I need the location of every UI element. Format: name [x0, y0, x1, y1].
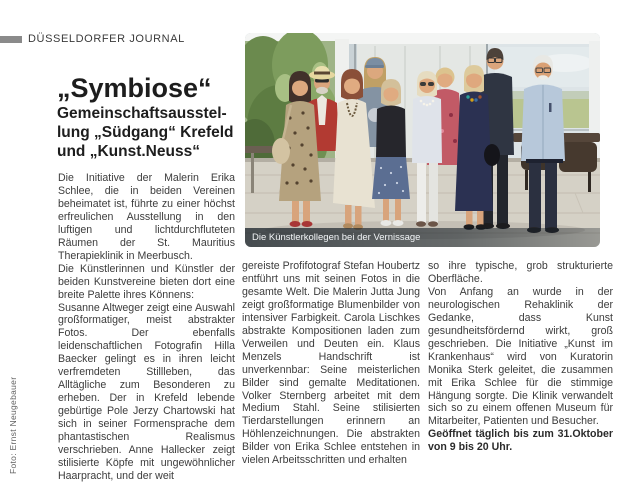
vernissage-photo	[245, 33, 600, 247]
photo-credit: Foto: Ernst Neugebauer	[8, 376, 18, 474]
paragraph: gereiste Profifotograf Stefan Houbertz entführt uns mit seinen Fotos in die gesamte Welt. Die Malerin Jutta Jung zeigt großformatige Blumenbilder von intensiver Farbigkeit. Carola Lischkes abstrakte Kompositionen laden zum Verweilen und Deuten ein. Klaus Menzels Handschrift ist unverkennbar: Seine meisterlichen Bilder sind gemalte Meditationen. Volker Sternberg arbeitet mit dem Medium Stahl. Seine stilisierten Tierdarstellungen erinnern an Höhlenzeichnungen. Die abstrakten Bilder von Erika Schlee entstehen in vielen Arbeitsschritten und erhalten	[242, 260, 420, 467]
photo-caption: Die Künstlerkollegen bei der Vernissage	[245, 228, 600, 247]
article-column-1	[58, 172, 235, 483]
subtitle-line: Gemeinschaftsausstel-	[57, 105, 227, 122]
paragraph: Susanne Altweger zeigt eine Auswahl großformatiger, meist abstrakter Fotos. Der ebenfalls leidenschaftlichen Fotografin Hilla Baecker gelingt es in ihren leicht verfremdeten Stillleben, das Alltägliche zum Besonderen zu erheben. Der in Krefeld lebende gebürtige Pole Jerzy Chartowski hat sich in seiner Formensprache dem phantastischen Realismus verschrieben. Anne Hallecker zeigt stilisierte Köpfe mit ungewöhnlicher Haarpracht, und der weit	[58, 301, 235, 482]
article-title: „Symbiose“	[57, 73, 212, 103]
subtitle-line: lung „Südgang“ Krefeld	[57, 124, 234, 141]
opening-hours-note: Geöffnet täglich bis zum 31.Oktober von 9 bis 20 Uhr.	[428, 428, 613, 454]
paragraph: Die Künstlerinnen und Künstler der beiden Kunstvereine bieten dort eine breite Palette ihres Könnens:	[58, 262, 235, 301]
paragraph: Von Anfang an wurde in der neurologischen Rehaklinik der Gedanke, dass Kunst gesundheitsfördernd wirkt, groß geschrieben. Die Initiative „Kunst im Krankenhaus“ wird von Kuratorin Monika Sterk geleitet, die zusammen mit Erika Schlee für die stimmige Hängung sorgte. Die Klinik verwandelt sich so zu einem offenen Museum für Mitarbeiter, Patienten und Besucher.	[428, 285, 613, 428]
article-subtitle	[57, 104, 234, 161]
header	[0, 33, 185, 45]
paragraph: Die Initiative der Malerin Erika Schlee, die in beiden Vereinen beheimatet ist, führte zu einer höchst erfreulichen Ausstellung in den luftigen und lichtdurchfluteten Räumen der St. Mauritius Therapieklinik in Meerbusch.	[58, 172, 235, 262]
article-column-2	[242, 260, 420, 467]
subtitle-line: und „Kunst.Neuss“	[57, 143, 200, 160]
vernissage-photo-art	[245, 33, 600, 247]
article-column-3	[428, 260, 613, 454]
kicker-bar-icon	[0, 36, 22, 43]
paragraph: so ihre typische, grob strukturierte Oberfläche.	[428, 260, 613, 285]
journal-kicker: DÜSSELDORFER JOURNAL	[28, 33, 185, 45]
